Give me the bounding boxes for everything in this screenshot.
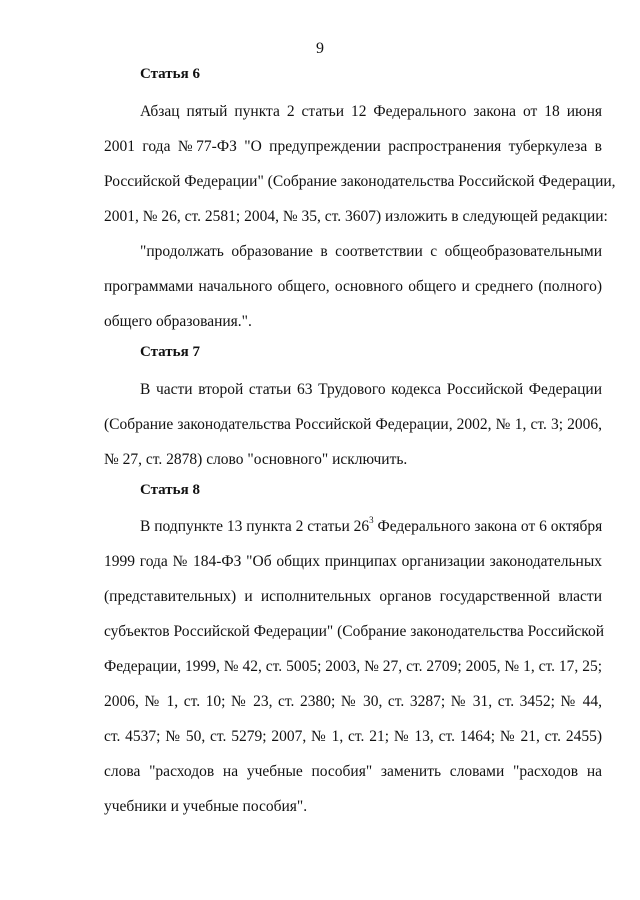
page-number: 9	[316, 40, 324, 57]
article-8-line-text: Федерального закона от 6 октября	[373, 518, 603, 535]
article-8-superscript: 3	[369, 514, 374, 525]
article-6-line: 2001 года №77-ФЗ "О предупреждении распространения туберкулеза в	[104, 138, 602, 155]
article-6-line: 2001, № 26, ст. 2581; 2004, № 35, ст. 3607) изложить в следующей редакции:	[104, 208, 608, 225]
article-8-line: ст. 4537; № 50, ст. 5279; 2007, № 1, ст. 21; № 13, ст. 1464; № 21, ст. 2455)	[104, 728, 602, 745]
article-6-line: Российской Федерации" (Собрание законодательства Российской Федерации,	[104, 173, 616, 190]
article-8-line	[140, 514, 603, 537]
article-7-line: (Собрание законодательства Российской Федерации, 2002, № 1, ст. 3; 2006,	[104, 416, 602, 433]
article-8-heading: Статья 8	[140, 482, 200, 498]
article-8-line: слова "расходов на учебные пособия" заменить словами "расходов на	[104, 763, 602, 780]
article-8-line-text: В подпункте 13 пункта 2 статьи 26	[140, 518, 370, 535]
article-6-quote-line: общего образования.".	[104, 313, 252, 330]
article-6-line: Абзац пятый пункта 2 статьи 12 Федерального закона от 18 июня	[140, 103, 602, 120]
article-8-line: 1999 года № 184-ФЗ "Об общих принципах организации законодательных	[104, 553, 602, 570]
article-8-line: Федерации, 1999, № 42, ст. 5005; 2003, № 27, ст. 2709; 2005, № 1, ст. 17, 25;	[104, 658, 602, 675]
article-8-line: (представительных) и исполнительных органов государственной власти	[104, 588, 602, 605]
article-8-line: 2006, № 1, ст. 10; № 23, ст. 2380; № 30, ст. 3287; № 31, ст. 3452; № 44,	[104, 693, 602, 710]
article-7-heading: Статья 7	[140, 344, 200, 360]
article-7-line: В части второй статьи 63 Трудового кодекса Российской Федерации	[140, 381, 602, 398]
article-8-line: субъектов Российской Федерации" (Собрание законодательства Российской	[104, 623, 605, 640]
article-6-quote-line: "продолжать образование в соответствии с общеобразовательными	[140, 243, 602, 260]
article-6-quote-line: программами начального общего, основного общего и среднего (полного)	[104, 278, 602, 295]
article-7-line: № 27, ст. 2878) слово "основного" исключить.	[104, 451, 408, 468]
article-6-heading: Статья 6	[140, 66, 200, 82]
article-8-line: учебники и учебные пособия".	[104, 798, 308, 815]
